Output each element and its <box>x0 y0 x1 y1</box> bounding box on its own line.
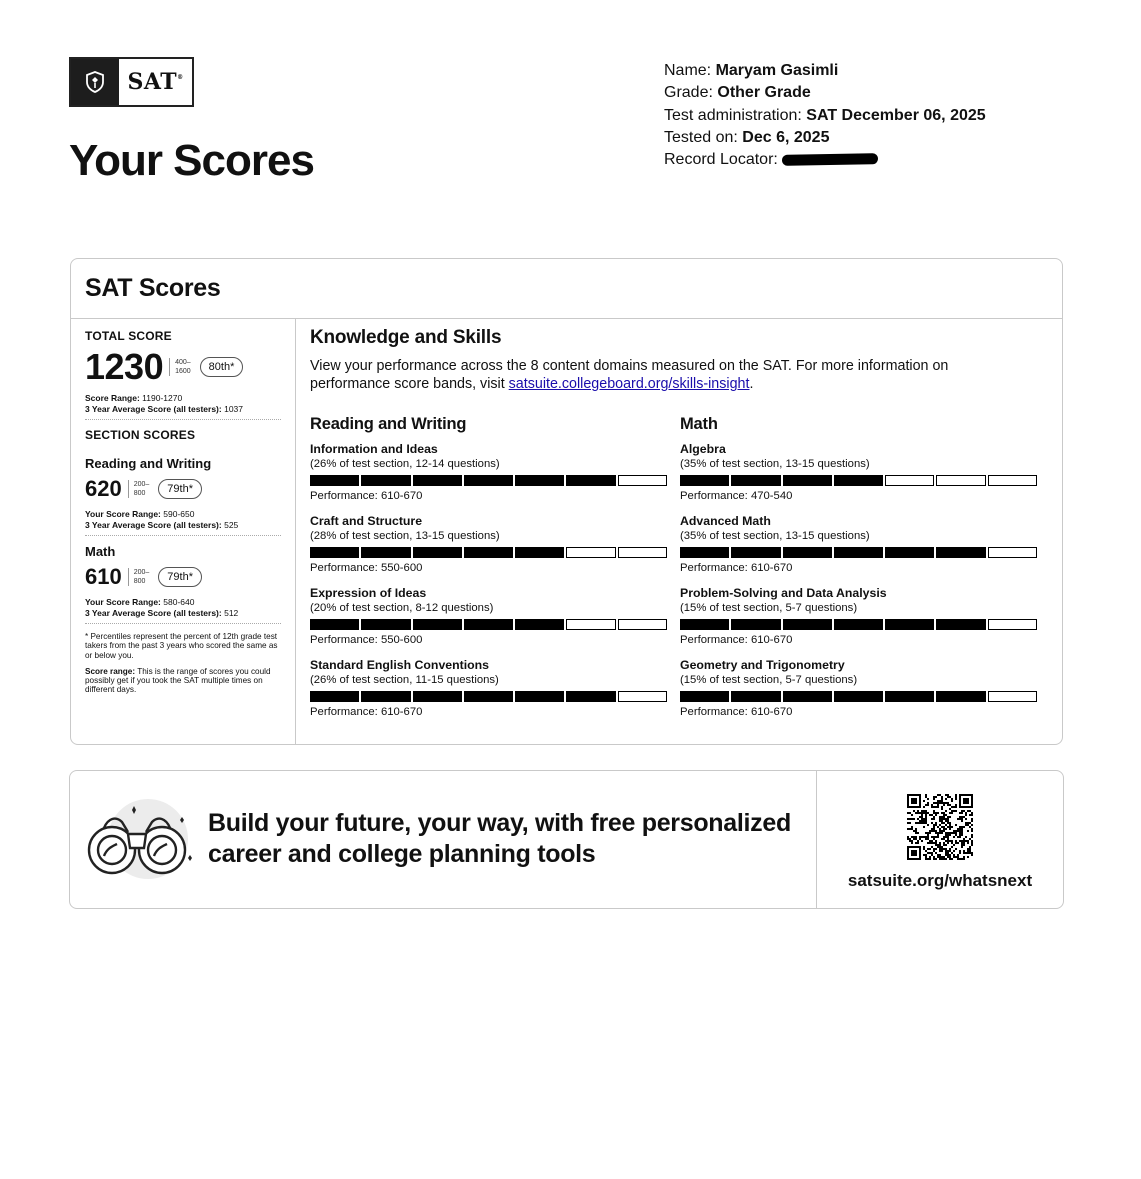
performance-segment-filled <box>566 475 615 486</box>
rw-section-label: Reading and Writing <box>85 456 212 471</box>
performance-range: Performance: 610-670 <box>310 706 423 718</box>
sat-logo <box>69 57 194 107</box>
rw-score: 620 <box>85 476 122 501</box>
redaction-mark <box>782 154 878 167</box>
score-range-footnote: Score range: This is the range of scores you could possibly get if you took the SAT multiple times on different days. <box>85 666 271 695</box>
performance-range: Performance: 550-600 <box>310 634 423 646</box>
performance-segment-filled <box>783 547 832 558</box>
student-name: Maryam Gasimli <box>715 62 839 79</box>
math-section-label: Math <box>85 544 116 559</box>
performance-segment-filled <box>680 475 729 486</box>
performance-segment-filled <box>361 547 410 558</box>
performance-range: Performance: 610-670 <box>680 634 793 646</box>
performance-segment-filled <box>885 547 934 558</box>
performance-segment-filled <box>464 691 513 702</box>
skill-weight: (26% of test section, 11-15 questions) <box>310 674 499 686</box>
test-admin: SAT December 06, 2025 <box>806 106 986 124</box>
performance-segment-filled <box>834 619 883 630</box>
scores-card-header <box>71 259 1062 319</box>
tested-on: Dec 6, 2025 <box>742 128 830 146</box>
performance-segment-empty <box>618 619 667 630</box>
skill-row <box>310 658 680 730</box>
logo-text: SAT ® <box>127 69 184 95</box>
performance-segment-filled <box>515 619 564 630</box>
whatsnext-url[interactable]: satsuite.org/whatsnext <box>847 871 1033 890</box>
student-grade-row: Grade: Other Grade <box>664 84 811 102</box>
performance-segment-filled <box>783 619 832 630</box>
skill-weight: (26% of test section, 12-14 questions) <box>310 458 500 470</box>
performance-segment-filled <box>361 619 410 630</box>
test-admin-row: Test administration: SAT December 06, 2025 <box>664 106 986 124</box>
skill-row <box>310 514 680 586</box>
performance-segment-filled <box>515 691 564 702</box>
performance-segment-filled <box>413 475 462 486</box>
performance-segment-filled <box>731 475 780 486</box>
performance-bar <box>680 619 1037 630</box>
skill-row <box>310 586 680 658</box>
performance-segment-filled <box>515 475 564 486</box>
skill-name: Advanced Math <box>680 514 771 528</box>
skill-weight: (35% of test section, 13-15 questions) <box>680 530 870 542</box>
performance-segment-filled <box>515 547 564 558</box>
math-skills-list <box>680 442 1050 730</box>
skill-name: Algebra <box>680 442 726 456</box>
rw-skills-list <box>310 442 680 730</box>
skill-row <box>680 658 1050 730</box>
performance-segment-filled <box>783 475 832 486</box>
skill-name: Problem-Solving and Data Analysis <box>680 586 887 600</box>
promo-headline: Build your future, your way, with free personalized career and college planning tools <box>208 809 791 868</box>
performance-range: Performance: 610-670 <box>310 490 423 502</box>
performance-segment-filled <box>413 619 462 630</box>
performance-bar <box>680 547 1037 558</box>
performance-segment-filled <box>361 691 410 702</box>
skill-row <box>680 442 1050 514</box>
knowledge-skills-title: Knowledge and Skills <box>310 327 502 348</box>
divider <box>85 419 281 420</box>
total-score: 1230 <box>85 346 164 387</box>
divider <box>85 535 281 536</box>
performance-segment-filled <box>464 547 513 558</box>
performance-segment-filled <box>310 619 359 630</box>
performance-bar <box>310 547 667 558</box>
performance-bar <box>310 691 667 702</box>
performance-segment-filled <box>310 691 359 702</box>
performance-segment-empty <box>566 619 615 630</box>
skill-row <box>680 514 1050 586</box>
performance-segment-filled <box>464 475 513 486</box>
math-domains-column <box>680 415 1050 730</box>
planning-tools-promo <box>69 770 1064 909</box>
performance-range: Performance: 610-670 <box>680 706 793 718</box>
divider <box>85 623 281 624</box>
rw-score-line <box>85 477 281 501</box>
skill-weight: (35% of test section, 13-15 questions) <box>680 458 870 470</box>
skill-row <box>310 442 680 514</box>
performance-segment-filled <box>885 619 934 630</box>
rw-score-scale: 200– 800 <box>128 480 150 498</box>
performance-segment-filled <box>413 547 462 558</box>
sat-scores-card <box>70 258 1063 745</box>
skill-name: Standard English Conventions <box>310 658 490 672</box>
domains-grid <box>310 415 1050 730</box>
rw-percentile-badge: 79th* <box>158 479 202 499</box>
performance-segment-filled <box>361 475 410 486</box>
performance-segment-empty <box>618 547 667 558</box>
performance-segment-filled <box>936 619 985 630</box>
performance-segment-filled <box>413 691 462 702</box>
performance-bar <box>680 475 1037 486</box>
qr-code-icon[interactable] <box>907 794 973 860</box>
performance-segment-empty <box>988 619 1037 630</box>
performance-segment-filled <box>566 691 615 702</box>
math-score: 610 <box>85 564 122 589</box>
skill-name: Expression of Ideas <box>310 586 427 600</box>
score-summary-panel <box>71 319 296 745</box>
knowledge-skills-description: View your performance across the 8 content domains measured on the SAT. For more information on performance score bands, visit satsuite.collegeboard.org/skills-insight. <box>310 358 949 392</box>
skills-insight-link[interactable]: satsuite.collegeboard.org/skills-insight <box>508 376 750 392</box>
total-score-line <box>85 346 281 387</box>
math-score-scale: 200– 800 <box>128 568 150 586</box>
math-domains-title: Math <box>680 415 718 433</box>
performance-segment-filled <box>731 547 780 558</box>
performance-segment-empty <box>936 475 985 486</box>
binoculars-icon <box>82 798 192 880</box>
skill-row <box>680 586 1050 658</box>
performance-segment-empty <box>618 691 667 702</box>
record-locator-row: Record Locator: <box>664 149 986 171</box>
math-percentile-badge: 79th* <box>158 567 202 587</box>
skill-name: Craft and Structure <box>310 514 423 528</box>
student-info <box>664 60 986 171</box>
performance-bar <box>680 691 1037 702</box>
performance-segment-filled <box>783 691 832 702</box>
total-score-scale: 400– 1600 <box>169 358 191 376</box>
performance-segment-empty <box>988 547 1037 558</box>
section-scores-label: SECTION SCORES <box>85 428 196 442</box>
tested-on-row: Tested on: Dec 6, 2025 <box>664 128 830 146</box>
performance-segment-filled <box>731 619 780 630</box>
shield-icon <box>71 59 119 105</box>
performance-segment-empty <box>988 691 1037 702</box>
performance-segment-filled <box>464 619 513 630</box>
student-grade: Other Grade <box>717 84 811 102</box>
total-score-label: TOTAL SCORE <box>85 329 172 343</box>
performance-bar <box>310 619 667 630</box>
performance-segment-filled <box>936 691 985 702</box>
math-score-meta: Your Score Range: 580-640 3 Year Average Score (all testers): 512 <box>85 597 239 618</box>
performance-segment-filled <box>680 547 729 558</box>
performance-segment-empty <box>988 475 1037 486</box>
performance-segment-filled <box>731 691 780 702</box>
performance-segment-filled <box>310 547 359 558</box>
math-score-line <box>85 565 281 589</box>
skill-name: Geometry and Trigonometry <box>680 658 845 672</box>
performance-segment-filled <box>834 475 883 486</box>
skill-weight: (20% of test section, 8-12 questions) <box>310 602 494 614</box>
percentile-footnote: * Percentiles represent the percent of 12th grade test takers from the past 3 years who scored the same as or below you. <box>85 632 278 660</box>
performance-segment-filled <box>680 691 729 702</box>
performance-segment-empty <box>566 547 615 558</box>
performance-segment-filled <box>310 475 359 486</box>
performance-segment-filled <box>936 547 985 558</box>
student-name-row: Name: Maryam Gasimli <box>664 62 839 79</box>
performance-segment-filled <box>885 691 934 702</box>
performance-range: Performance: 610-670 <box>680 562 793 574</box>
total-score-meta: Score Range: 1190-1270 3 Year Average Score (all testers): 1037 <box>85 393 244 414</box>
page-title: Your Scores <box>69 136 314 185</box>
scores-card-title: SAT Scores <box>85 274 221 302</box>
rw-score-meta: Your Score Range: 590-650 3 Year Average Score (all testers): 525 <box>85 509 239 530</box>
performance-segment-empty <box>885 475 934 486</box>
performance-range: Performance: 470-540 <box>680 490 793 502</box>
performance-range: Performance: 550-600 <box>310 562 423 574</box>
performance-segment-empty <box>618 475 667 486</box>
skill-name: Information and Ideas <box>310 442 438 456</box>
performance-bar <box>310 475 667 486</box>
performance-segment-filled <box>680 619 729 630</box>
skill-weight: (15% of test section, 5-7 questions) <box>680 674 858 686</box>
performance-segment-filled <box>834 691 883 702</box>
skill-weight: (15% of test section, 5-7 questions) <box>680 602 858 614</box>
knowledge-skills-panel <box>297 319 1063 745</box>
rw-domains-column <box>310 415 680 730</box>
skill-weight: (28% of test section, 13-15 questions) <box>310 530 500 542</box>
rw-domains-title: Reading and Writing <box>310 415 467 433</box>
performance-segment-filled <box>834 547 883 558</box>
total-percentile-badge: 80th* <box>200 357 244 377</box>
